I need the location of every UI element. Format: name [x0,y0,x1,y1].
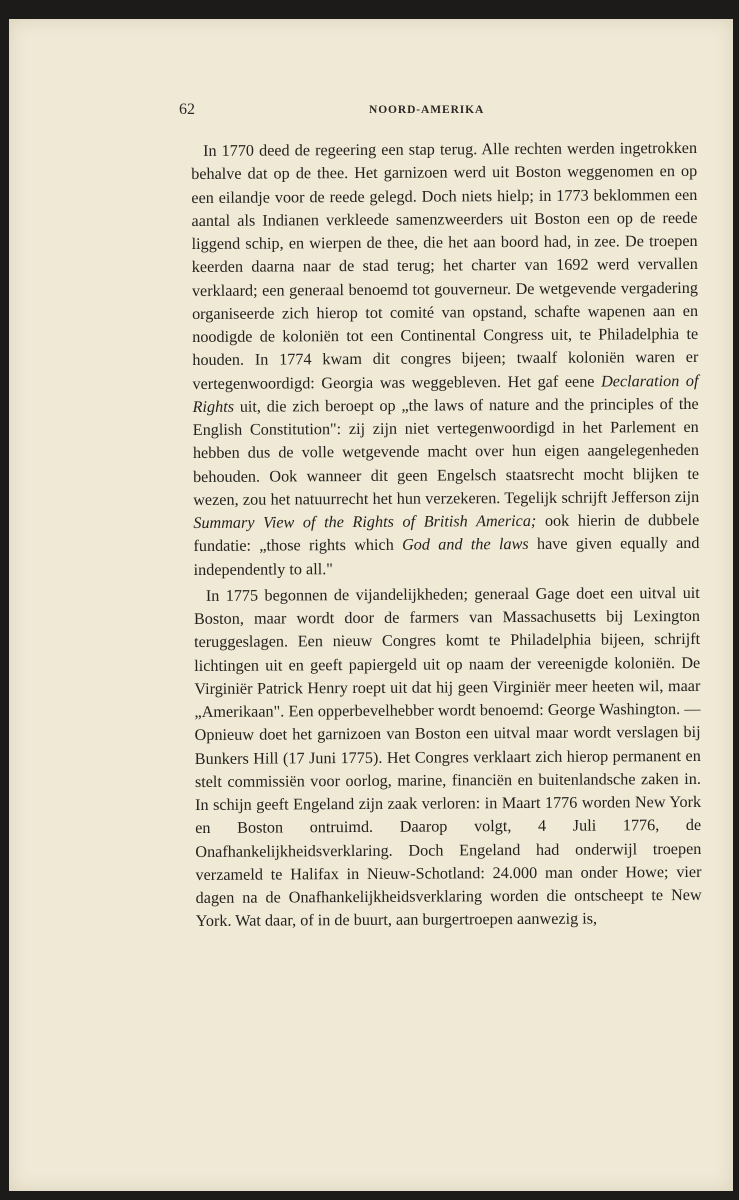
body-text [191,137,702,934]
text-segment: In 1770 deed de regeering een stap terug. Alle rechten werden ingetrokken behalve dat op de thee. Het garnizoen werd uit Boston weggenomen en op een eilandje voor de reede gelegd. Doch niets hielp; in 1773 beklommen een aantal als Indianen verkleede samenzweerders uit Boston een op de reede liggend schip, en wierpen de thee, die het aan boord had, in zee. De troepen keerden daarna naar de stad terug; het charter van 1692 werd vervallen verklaard; een generaal benoemd tot gouverneur. De wetgevende vergadering organiseerde zich hierop tot comité van opstand, schafte wapenen aan en noodigde de koloniën tot een Continental Congress uit, te Philadelphia te houden. In 1774 kwam dit congres bijeen; twaalf koloniën waren er vertegenwoordigd: Georgia was weggebleven. Het gaf eene [191,138,699,393]
page-number: 62 [179,101,195,118]
paragraph-1 [191,137,700,582]
italic-title-declaration-of-rights: Declaration of Rights [192,371,699,416]
text-segment: uit, die zich beroept op „the laws of nature and the principles of the English Constitution": zij zijn niet vertegenwoordigd in het Parlement en hebben dus de volle wetgevende macht over hun eigen aangelegenheden behouden. Ook wanneer dit geen Engelsch staatsrecht mocht blijken te wezen, zou het natuurrecht het hun verzekeren. Tegelijk schrijft Jefferson zijn [192,394,700,509]
running-title: NOORD-AMERIKA [369,104,485,116]
paragraph-2 [194,582,702,934]
text-segment: In 1775 begonnen de vijandelijkheden; generaal Gage doet een uitval uit Boston, maar wordt door de farmers van Massachusetts bij Lexington teruggeslagen. Een nieuw Congres komt te Philadelphia bijeen, schrijft lichtingen uit en geeft papiergeld uit op naam der vereenigde koloniën. De Virginiër Patrick Henry roept uit dat hij geen Virginiër meer heeten wil, maar „Amerikaan". Een opperbevelhebber wordt benoemd: George Washington. — Opnieuw doet het garnizoen van Boston een uitval maar wordt verslagen bij Bunkers Hill (17 Juni 1775). Het Congres verklaart zich hierop permanent en stelt commissiën voor oorlog, marine, financiën en buitenlandsche zaken in. In schijn geeft Engeland zijn zaak verloren: in Maart 1776 worden New York en Boston ontruimd. Daarop volgt, 4 Juli 1776, de Onafhankelijkheidsverklaring. Doch Engeland had onderwijl troepen verzameld te Halifax in Nieuw-Schotland: 24.000 man onder Howe; vier dagen na de Onafhankelijkheidsverklaring worden die ontscheept te New York. Wat daar, of in de buurt, aan burgertroepen aanwezig is, [193,583,702,931]
italic-title-summary-view: Summary View of the Rights of British America; [193,511,537,532]
text-segment: ook hierin de dubbele fundatie: „those rights which [193,510,700,556]
book-page [9,19,733,1191]
page-header [9,101,733,121]
italic-phrase-god-and-the-laws: God and the laws [402,535,529,554]
text-segment: have given equally and independently to all." [193,534,700,579]
